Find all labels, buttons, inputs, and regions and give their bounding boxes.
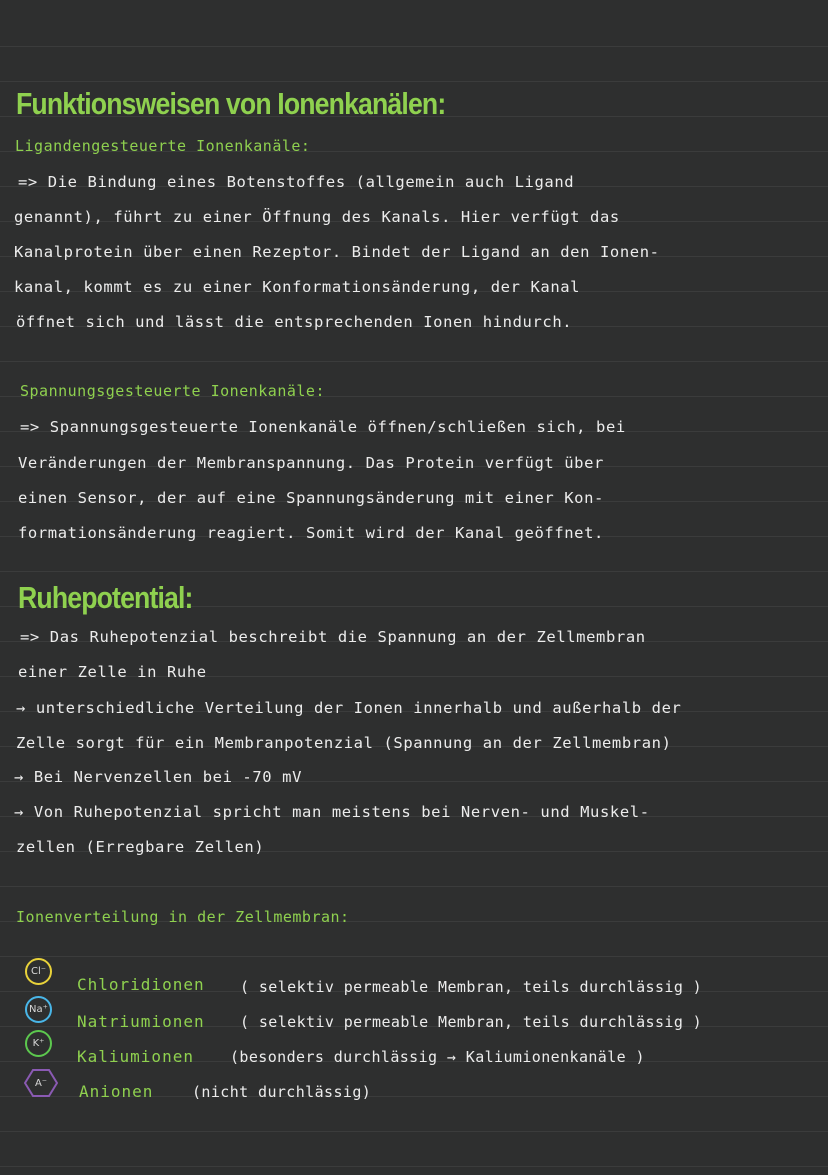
resting-line: → Bei Nervenzellen bei -70 mV [14, 768, 303, 786]
ion-note-chloride: ( selektiv permeable Membran, teils durchlässig ) [240, 978, 703, 996]
ligand-line: kanal, kommt es zu einer Konformationsänderung, der Kanal [14, 278, 581, 296]
ion-name-anion: Anionen [79, 1082, 154, 1101]
ligand-gated-title: Ligandengesteuerte Ionenkanäle: [15, 137, 311, 155]
ligand-line: genannt), führt zu einer Öffnung des Kanals. Hier verfügt das [14, 208, 620, 226]
ion-symbol: Na⁺ [29, 1004, 48, 1015]
ligand-line: => Die Bindung eines Botenstoffes (allgemein auch Ligand [18, 173, 575, 191]
ion-note-potassium: (besonders durchlässig → Kaliumionenkanäle ) [230, 1048, 645, 1066]
voltage-line: formationsänderung reagiert. Somit wird der Kanal geöffnet. [18, 524, 604, 542]
resting-line: → Von Ruhepotenzial spricht man meistens bei Nerven- und Muskel- [14, 803, 650, 821]
resting-line: Zelle sorgt für ein Membranpotenzial (Spannung an der Zellmembran) [16, 734, 672, 752]
heading-resting-potential: Ruhepotential: [18, 580, 193, 615]
sodium-ion-icon [25, 996, 52, 1023]
ion-note-anion: (nicht durchlässig) [192, 1083, 372, 1101]
ion-symbol: Cl⁻ [30, 966, 47, 977]
voltage-line: => Spannungsgesteuerte Ionenkanäle öffnen/schließen sich, bei [20, 418, 626, 436]
ion-name-potassium: Kaliumionen [77, 1047, 194, 1066]
ion-symbol: K⁺ [32, 1038, 45, 1049]
potassium-ion-icon [25, 1030, 52, 1057]
ligand-line: Kanalprotein über einen Rezeptor. Bindet der Ligand an den Ionen- [14, 243, 660, 261]
voltage-gated-title: Spannungsgesteuerte Ionenkanäle: [20, 382, 325, 400]
resting-line: => Das Ruhepotenzial beschreibt die Spannung an der Zellmembran [20, 628, 646, 646]
resting-line: zellen (Erregbare Zellen) [16, 838, 265, 856]
ion-symbol: A⁻ [34, 1077, 48, 1089]
resting-line: → unterschiedliche Verteilung der Ionen innerhalb und außerhalb der [16, 699, 682, 717]
ion-name-chloride: Chloridionen [77, 975, 205, 994]
ion-note-sodium: ( selektiv permeable Membran, teils durchlässig ) [240, 1013, 703, 1031]
heading-ion-channels: Funktionsweisen von Ionenkanälen: [16, 86, 446, 121]
ion-name-sodium: Natriumionen [77, 1012, 205, 1031]
anion-hexagon-icon [24, 1068, 58, 1098]
chloride-ion-icon [25, 958, 52, 985]
voltage-line: einen Sensor, der auf eine Spannungsänderung mit einer Kon- [18, 489, 604, 507]
voltage-line: Veränderungen der Membranspannung. Das Protein verfügt über [18, 454, 604, 472]
resting-line: einer Zelle in Ruhe [18, 663, 207, 681]
ligand-line: öffnet sich und lässt die entsprechenden Ionen hindurch. [16, 313, 573, 331]
ion-distribution-title: Ionenverteilung in der Zellmembran: [16, 908, 350, 926]
